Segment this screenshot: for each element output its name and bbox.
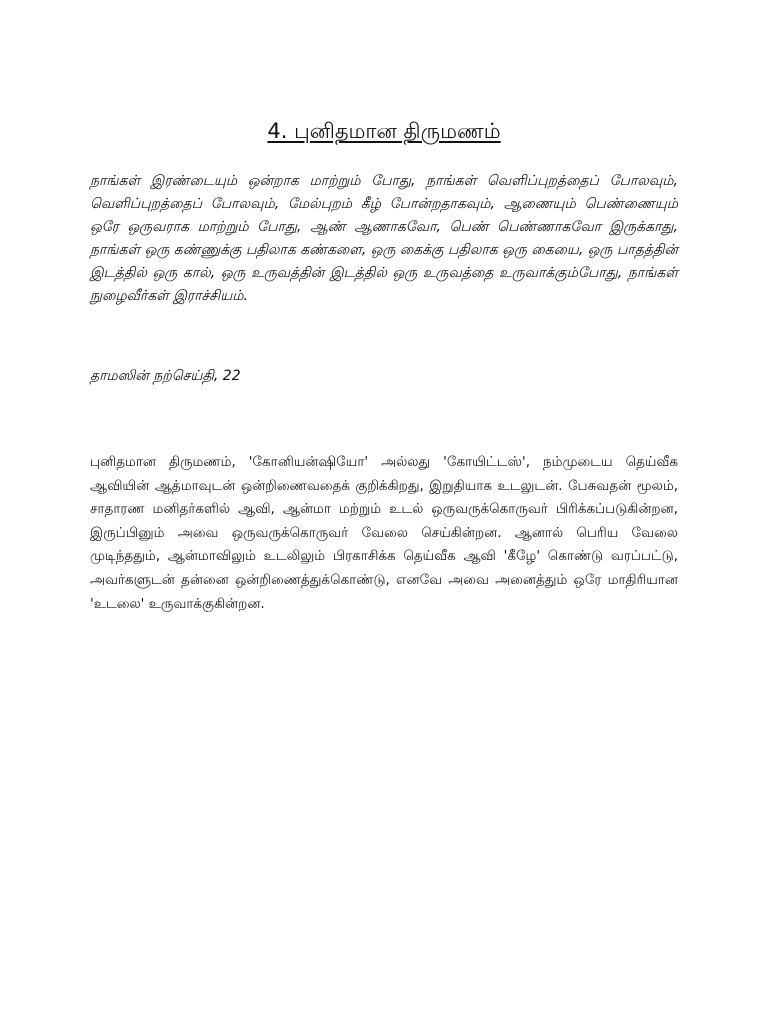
epigraph-quote: நாங்கள் இரண்டையும் ஒன்றாக மாற்றும் போது, நாங்கள் வெளிப்புறத்தைப் போலவும், வெளிப்புறத்தைப் போலவும், மேல்புறம் கீழ் போன்றதாகவும், ஆணையும் பெண்ணையும் ஒரே ஒருவராக மாற்றும் போது, ஆண் ஆணாகவோ, பெண் பெண்ணாகவோ இருக்காது, நாங்கள் ஒரு கண்ணுக்கு பதிலாக கண்களை, ஒரு கைக்கு பதிலாக ஒரு கையை, ஒரு பாதத்தின் இடத்தில் ஒரு கால், ஒரு உருவத்தின் இடத்தில் ஒரு உருவத்தை உருவாக்கும்போது, நாங்கள் நுழைவீர்கள் இராச்சியம். — [90, 173, 678, 304]
epigraph-citation: தாமஸின் நற்செய்தி, 22 — [90, 368, 241, 384]
body-paragraph: புனிதமான திருமணம், 'கோனியன்ஷியோ' அல்லது 'கோயிட்டஸ்', நம்முடைய தெய்வீக ஆவியின் ஆத்மாவுடன் ஒன்றிணைவதைக் குறிக்கிறது, இறுதியாக உடலுடன். பேசுவதன் மூலம், சாதாரண மனிதர்களில் ஆவி, ஆன்மா மற்றும் உடல் ஒருவருக்கொருவர் பிரிக்கப்படுகின்றன, இருப்பினும் அவை ஒருவருக்கொருவர் வேலை செய்கின்றன. ஆனால் பெரிய வேலை முடிந்ததும், ஆன்மாவிலும் உடலிலும் பிரகாசிக்க தெய்வீக ஆவி 'கீழே' கொண்டு வரப்பட்டு, அவர்களுடன் தன்னை ஒன்றிணைத்துக்கொண்டு, எனவே அவை அனைத்தும் ஒரே மாதிரியான 'உடலை' உருவாக்குகின்றன. — [90, 454, 678, 612]
chapter-title: 4. புனிதமான திருமணம் — [267, 119, 501, 143]
